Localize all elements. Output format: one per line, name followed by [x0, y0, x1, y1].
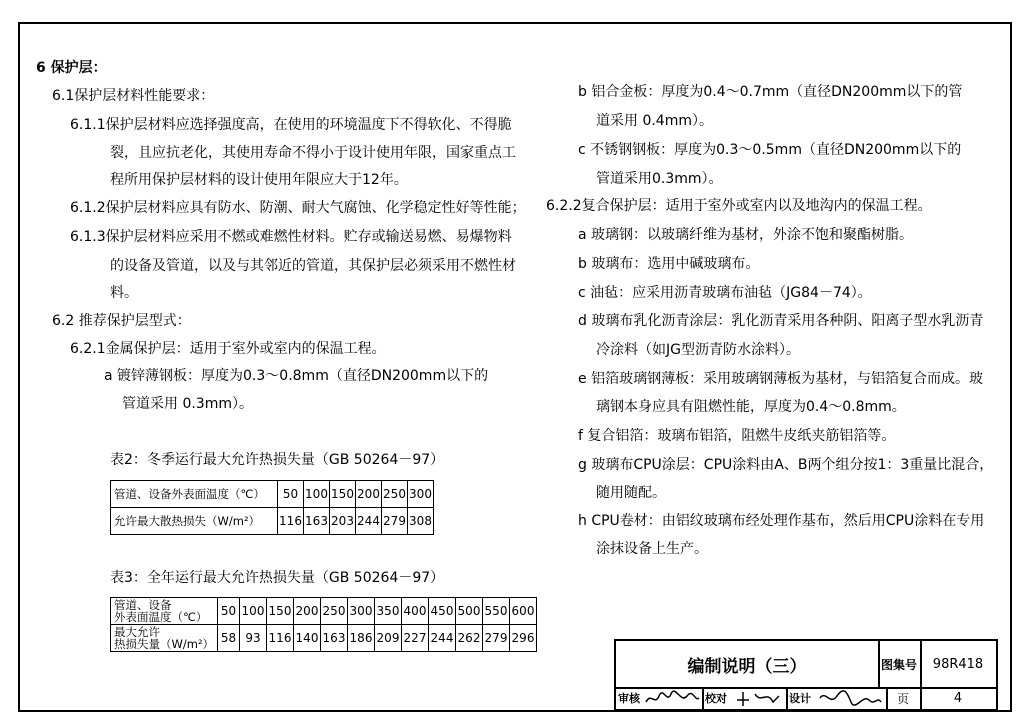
page-number: 4	[953, 690, 963, 706]
design-label: 设计	[789, 692, 811, 705]
table2-title: 表2：冬季运行最大允许热损失量（GB 50264－97）	[110, 452, 445, 468]
table3-cell: 140	[294, 625, 321, 652]
composite-item-f: f 复合铝箔：玻璃布铝箔，阻燃牛皮纸夹筋铝箔等。	[578, 428, 896, 444]
table3-cell: 450	[429, 598, 456, 625]
table3-cell: 163	[321, 625, 348, 652]
design-signature	[814, 687, 886, 709]
signature-scribble	[817, 688, 883, 708]
item-a-line2: 管道采用 0.3mm）。	[122, 396, 253, 412]
table3-cell: 150	[267, 598, 294, 625]
table2-row-temperature	[111, 481, 434, 508]
table3-row2-label	[111, 625, 218, 652]
composite-item-g-line1: g 玻璃布CPU涂层：CPU涂料由A、B两个组分按1：3重量比混合，	[578, 457, 994, 473]
table3-cell: 100	[240, 598, 267, 625]
table3-cell: 600	[510, 598, 537, 625]
table3-cell: 58	[218, 625, 240, 652]
table3-cell: 116	[267, 625, 294, 652]
table2-cell: 308	[408, 508, 434, 535]
table3-cell: 186	[348, 625, 375, 652]
para-6-1-3-line2: 的设备及管道，以及与其邻近的管道，其保护层必须采用不燃性材	[110, 258, 516, 274]
item-c-line2: 管道采用0.3mm）。	[596, 171, 723, 187]
table3-row2-label-line2: 热损失量（W/m²）	[114, 637, 215, 651]
page-label: 页	[896, 691, 909, 706]
table2	[110, 480, 434, 535]
table2-cell: 150	[330, 481, 356, 508]
para-6-1-3-line3: 料。	[110, 285, 138, 301]
table2-row1-label: 管道、设备外表面温度（℃）	[111, 481, 278, 508]
item-b-line2: 道采用 0.4mm）。	[596, 113, 713, 129]
title-block-row-title	[616, 641, 996, 689]
table3-cell: 250	[321, 598, 348, 625]
table3-row2-label-line1: 最大允许	[114, 625, 160, 639]
table3-cell: 400	[402, 598, 429, 625]
table3-cell: 500	[456, 598, 483, 625]
table3-row-temperature	[111, 598, 537, 625]
table3-cell: 550	[483, 598, 510, 625]
heading-6-2: 6.2 推荐保护层型式：	[52, 313, 191, 329]
table2-cell: 100	[304, 481, 330, 508]
table2-cell: 200	[356, 481, 382, 508]
para-6-1-1-line2: 裂，且应抗老化，其使用寿命不得小于设计使用年限，国家重点工	[110, 145, 516, 161]
table3-title: 表3：全年运行最大允许热损失量（GB 50264－97）	[110, 570, 445, 586]
signature-scribble	[733, 688, 783, 708]
check-label: 校对	[705, 692, 727, 705]
title-block-row-signatures	[616, 687, 996, 709]
para-6-2-2: 6.2.2复合保护层：适用于室外或室内以及地沟内的保温工程。	[546, 198, 932, 214]
table3-cell: 227	[402, 625, 429, 652]
table2-cell: 300	[408, 481, 434, 508]
heading-6-1: 6.1保护层材料性能要求：	[52, 88, 215, 104]
composite-item-d-line2: 冷涂料（如JG型沥青防水涂料）。	[596, 342, 800, 358]
table2-cell: 279	[382, 508, 408, 535]
table3-cell: 50	[218, 598, 240, 625]
para-6-1-3-line1: 6.1.3保护层材料应采用不燃或难燃性材料。贮存或输送易燃、易爆物料	[70, 229, 512, 245]
composite-item-a: a 玻璃钢：以玻璃纤维为基材，外涂不饱和聚酯树脂。	[578, 227, 914, 243]
table3-row1-label-line2: 外表面温度（℃）	[114, 610, 208, 624]
table2-cell: 116	[278, 508, 304, 535]
section-heading-6: 6 保护层：	[36, 60, 107, 76]
table2-cell: 250	[382, 481, 408, 508]
composite-item-e-line2: 璃钢本身应具有阻燃性能，厚度为0.4～0.8mm。	[596, 399, 906, 415]
table3-cell: 350	[375, 598, 402, 625]
table3-row1-label	[111, 598, 218, 625]
table2-cell: 163	[304, 508, 330, 535]
composite-item-c: c 油毡：应采用沥青玻璃布油毡（JG84－74）。	[578, 285, 872, 301]
table3-row-loss	[111, 625, 537, 652]
table3-cell: 279	[483, 625, 510, 652]
para-6-1-1-line1: 6.1.1保护层材料应选择强度高，在使用的环境温度下不得软化、不得脆	[70, 117, 512, 133]
composite-item-b: b 玻璃布：选用中碱玻璃布。	[578, 256, 760, 272]
signature-scribble	[643, 688, 701, 708]
table2-cell: 50	[278, 481, 304, 508]
table3-row1-label-line1: 管道、设备	[114, 598, 172, 612]
table2-cell: 244	[356, 508, 382, 535]
composite-item-d-line1: d 玻璃布乳化沥青涂层：乳化沥青采用各种阴、阳离子型水乳沥青	[578, 313, 984, 329]
check-signature	[730, 687, 786, 709]
table3-cell: 209	[375, 625, 402, 652]
drawing-title: 编制说明（三）	[687, 656, 807, 677]
table3-cell: 244	[429, 625, 456, 652]
item-c-line1: c 不锈钢钢板：厚度为0.3～0.5mm（直径DN200mm以下的	[578, 142, 962, 158]
item-b-line1: b 铝合金板：厚度为0.4～0.7mm（直径DN200mm以下的管	[578, 84, 963, 100]
review-signature	[642, 687, 702, 709]
composite-item-g-line2: 随用随配。	[596, 485, 666, 501]
table2-row-loss	[111, 508, 434, 535]
table3	[110, 597, 537, 652]
item-a-line1: a 镀锌薄钢板：厚度为0.3～0.8mm（直径DN200mm以下的	[104, 368, 489, 384]
para-6-1-1-line3: 程所用保护层材料的设计使用年限应大于12年。	[110, 172, 408, 188]
para-6-2-1: 6.2.1金属保护层：适用于室外或室内的保温工程。	[70, 341, 386, 357]
atlas-number: 98R418	[932, 656, 984, 672]
table3-cell: 200	[294, 598, 321, 625]
table3-cell: 300	[348, 598, 375, 625]
table3-cell: 262	[456, 625, 483, 652]
table2-row2-label: 允许最大散热损失（W/m²）	[111, 508, 278, 535]
title-block	[614, 639, 998, 711]
composite-item-h-line2: 涂抹设备上生产。	[596, 541, 708, 557]
review-label: 审核	[618, 692, 640, 705]
composite-item-e-line1: e 铝箔玻璃钢薄板：采用玻璃钢薄板为基材，与铝箔复合而成。玻	[578, 371, 984, 387]
atlas-number-label: 图集号	[880, 657, 917, 672]
table2-cell: 203	[330, 508, 356, 535]
para-6-1-2: 6.1.2保护层材料应具有防水、防潮、耐大气腐蚀、化学稳定性好等性能；	[70, 200, 526, 216]
table3-cell: 296	[510, 625, 537, 652]
composite-item-h-line1: h CPU卷材：由铝纹玻璃布经处理作基布，然后用CPU涂料在专用	[578, 513, 985, 529]
table3-cell: 93	[240, 625, 267, 652]
